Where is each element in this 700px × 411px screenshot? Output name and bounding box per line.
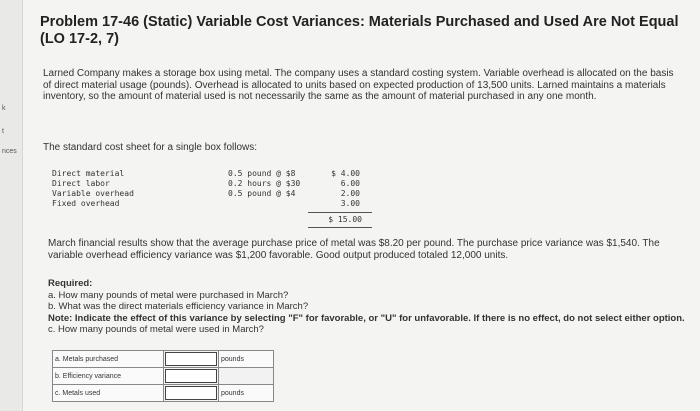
sidebar-label[interactable]: k bbox=[2, 105, 6, 112]
answer-label: b. Efficiency variance bbox=[53, 368, 164, 385]
answer-cell bbox=[164, 351, 219, 368]
required-a: a. How many pounds of metal were purchased in March? bbox=[48, 289, 289, 301]
answer-row bbox=[53, 368, 274, 385]
cost-item: Direct material bbox=[52, 169, 125, 178]
required-note: Note: Indicate the effect of this variance by selecting "F" for favorable, or "U" for unfavorable. If there is no effect, do not select either option. bbox=[48, 312, 685, 324]
cost-qty: 0.5 pound @ $8 bbox=[228, 169, 296, 178]
cost-qty: 0.2 hours @ $30 bbox=[228, 179, 301, 188]
required-section bbox=[48, 278, 688, 336]
answer-cell bbox=[164, 368, 219, 385]
cost-amount: $ 4.00 bbox=[331, 169, 360, 178]
cost-amount: 2.00 bbox=[340, 189, 360, 198]
sidebar-label[interactable]: t bbox=[2, 128, 4, 135]
march-results: March financial results show that the average purchase price of metal was $8.20 per pound. The purchase price variance was $1,540. The variable overhead efficiency variance was $1,200 favorable. Good output produced totaled 12,000 units. bbox=[48, 238, 660, 261]
variance-type-select[interactable] bbox=[219, 368, 274, 385]
cost-qty: 0.5 pound @ $4 bbox=[228, 189, 296, 198]
required-b: b. What was the direct materials efficiency variance in March? bbox=[48, 301, 309, 312]
answer-unit: pounds bbox=[219, 385, 274, 402]
answer-unit: pounds bbox=[219, 351, 274, 368]
total-double-rule bbox=[308, 227, 372, 228]
efficiency-variance-input[interactable] bbox=[165, 369, 217, 383]
answer-label: c. Metals used bbox=[53, 385, 164, 402]
answer-row bbox=[53, 351, 274, 368]
problem-intro: Larned Company makes a storage box using metal. The company uses a standard costing system. Variable overhead is allocated on the basis of direct material usage (pounds). Overhead is allocated to units based on expected production of 13,500 units. Larned maintains a materials inventory, so the amount of material used is not necessarily the same as the amount of material purchased in any one month. bbox=[43, 68, 674, 102]
answer-table bbox=[52, 350, 274, 402]
required-c: c. How many pounds of metal were used in March? bbox=[48, 324, 264, 335]
cost-sheet-intro: The standard cost sheet for a single box follows: bbox=[43, 142, 258, 153]
answer-label: a. Metals purchased bbox=[53, 351, 164, 368]
cost-item: Fixed overhead bbox=[52, 199, 120, 208]
cost-amount: 3.00 bbox=[340, 199, 360, 208]
answer-row bbox=[53, 385, 274, 402]
metals-purchased-input[interactable] bbox=[165, 352, 217, 366]
left-sidebar-strip bbox=[0, 0, 23, 411]
cost-row bbox=[52, 199, 382, 210]
metals-used-input[interactable] bbox=[165, 386, 217, 400]
total-rule bbox=[308, 212, 372, 213]
answer-cell bbox=[164, 385, 219, 402]
problem-title: Problem 17-46 (Static) Variable Cost Variances: Materials Purchased and Used Are Not Equal (LO 17-2, 7) bbox=[40, 14, 679, 47]
required-heading: Required: bbox=[48, 278, 93, 289]
cost-item: Direct labor bbox=[52, 179, 110, 188]
cost-item: Variable overhead bbox=[52, 189, 134, 198]
cost-total-row bbox=[52, 215, 382, 226]
cost-amount: 6.00 bbox=[340, 179, 360, 188]
sidebar-label[interactable]: nces bbox=[2, 148, 17, 155]
cost-total: $ 15.00 bbox=[328, 215, 362, 224]
